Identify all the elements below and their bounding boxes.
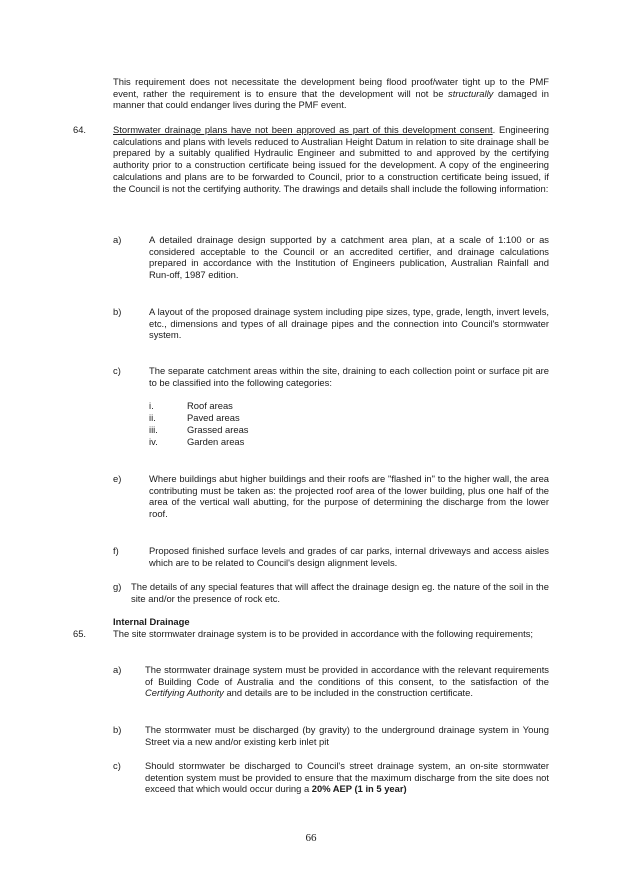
item-a-label: a) — [113, 234, 122, 245]
item-65a-text: The stormwater drainage system must be provided in accordance with the relevant requirements of Building Code of Australia and the conditions of this consent, to the satisfaction of the Certifying Authority and details are to be included in the construction certificate. — [145, 664, 549, 699]
condition-64-body: Engineering calculations and plans with levels reduced to Australian Height Datum in relation to site drainage shall be prepared by a suitably qualified Hydraulic Engineer and submitted to and approved by the certifying authority prior to a construction certificate being issued for the development. A copy of the engineering calculations and plans are to be forwarded to Council, prior to a construction certificate being issued, if the Council is not the certifying authority. The drawings and details shall include the following information: — [113, 124, 549, 194]
intro-emphasis: structurally — [448, 87, 494, 99]
item-g-label: g) — [113, 581, 122, 592]
condition-64-title: Stormwater drainage plans have not been approved as part of this development consent — [113, 124, 493, 135]
internal-drainage-heading: Internal Drainage — [113, 616, 190, 627]
item-65c-label: c) — [113, 760, 121, 771]
item-c-label: c) — [113, 365, 121, 376]
category-number: iv. — [149, 436, 158, 447]
intro-text-2: damaged in manner that could endanger lives during the PMF event. — [113, 87, 549, 111]
item-f-text: Proposed finished surface levels and grades of car parks, internal driveways and access aisles which are to be related to Council's design alignment levels. — [149, 545, 549, 568]
item-e-text: Where buildings abut higher buildings and their roofs are "flashed in" to the higher wall, the area contributing must be taken as: the projected roof area of the lower building, plus one half of the area of the vertical wall abutting, for the purpose of determining the discharge from the lower roof. — [149, 473, 549, 520]
item-g-text: The details of any special features that will affect the drainage design eg. the nature of the soil in the site and/or the presence of rock etc. — [131, 581, 549, 604]
intro-text-1: This requirement does not necessitate the development being flood proof/water tight up to the PMF event, rather the requirement is to ensure that the development will not be — [113, 76, 549, 99]
condition-64-paragraph: Stormwater drainage plans have not been approved as part of this development consent. Engineering calculations and plans with levels reduced to Australian Height Datum in relation to site drainage shall be prepared by a suitably qualified Hydraulic Engineer and submitted to and approved by the certifying authority prior to a construction certificate being issued for the development. A copy of the engineering calculations and plans are to be forwarded to Council, prior to a construction certificate being issued, if the Council is not the certifying authority. The drawings and details shall include the following information: — [113, 124, 549, 194]
item-f-label: f) — [113, 545, 119, 556]
condition-65-lead: The site stormwater drainage system is to be provided in accordance with the following requirements; — [113, 628, 533, 639]
item-65c-text: Should stormwater be discharged to Council's street drainage system, an on-site stormwater detention system must be provided to ensure that the maximum discharge from the site does not exceed that which would occur during a 20% AEP (1 in 5 year) — [145, 760, 549, 795]
category-label: Grassed areas — [187, 424, 249, 435]
aep-bold: 20% AEP (1 in 5 year) — [311, 783, 407, 795]
item-65b-label: b) — [113, 724, 122, 735]
page-number: 66 — [305, 832, 317, 844]
category-number: iii. — [149, 424, 158, 435]
item-65b-text: The stormwater must be discharged (by gravity) to the underground drainage system in Young Street via a new and/or existing kerb inlet pit — [145, 724, 549, 747]
category-number: ii. — [149, 412, 156, 423]
item-c-text: The separate catchment areas within the site, draining to each collection point or surface pit are to be classified into the following categories: — [149, 365, 549, 388]
category-label: Paved areas — [187, 412, 240, 423]
category-label: Roof areas — [187, 400, 233, 411]
item-65a-label: a) — [113, 664, 122, 675]
item-b-label: b) — [113, 306, 122, 317]
condition-65-number: 65. — [73, 628, 87, 639]
certifying-authority-emphasis: Certifying Authority — [145, 687, 224, 699]
category-number: i. — [149, 400, 154, 411]
item-b-text: A layout of the proposed drainage system including pipe sizes, type, grade, length, invert levels, etc., dimensions and types of all drainage pipes and the connection into Council's stormwater system. — [149, 306, 549, 341]
condition-64-number: 64. — [73, 124, 87, 135]
intro-paragraph — [113, 76, 549, 111]
item-e-label: e) — [113, 473, 122, 484]
item-a-text: A detailed drainage design supported by a catchment area plan, at a scale of 1:100 or as considered acceptable to the Council or an accredited certifier, and drainage calculations prepared in accordance with the Institution of Engineers publication, Australian Rainfall and Run-off, 1987 edition. — [149, 234, 549, 281]
category-label: Garden areas — [187, 436, 245, 447]
